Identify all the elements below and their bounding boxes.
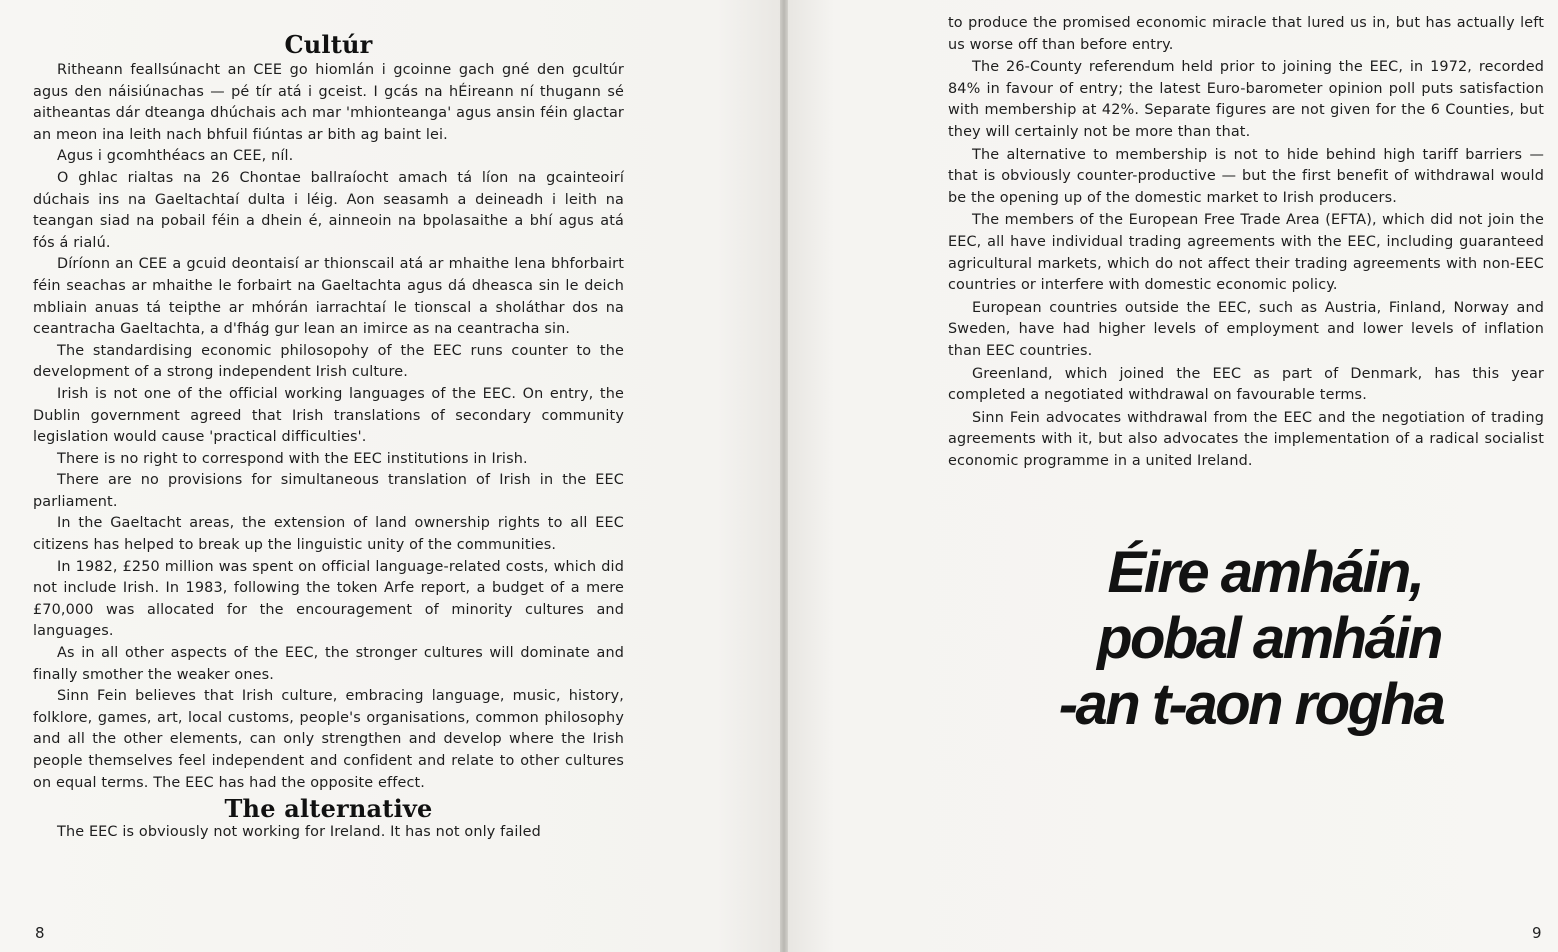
paragraph: Irish is not one of the official working languages of the EEC. On entry, the Dublin government agreed that Irish translations of secondary community legislation would cause 'practical difficulties'.	[33, 385, 624, 446]
slogan-line: Éire amháin,	[1107, 540, 1423, 605]
slogan	[985, 540, 1505, 738]
paragraph: There is no right to correspond with the EEC institutions in Irish.	[57, 450, 528, 467]
paragraph: The members of the European Free Trade Area (EFTA), which did not join the EEC, all have individual trading agreements with the EEC, including guaranteed agricultural markets, which do not affect their trading agreements with non-EEC countries or interfere with domestic economic policy.	[948, 212, 1544, 294]
paragraph: Greenland, which joined the EEC as part of Denmark, has this year completed a negotiated withdrawal on favourable terms.	[948, 365, 1544, 404]
page-number-right: 9	[1532, 924, 1542, 942]
paragraph: Ritheann feallsúnacht an CEE go hiomlán i gcoinne gach gné den gcultúr agus den náisiúnachas — pé tír atá i gceist. I gcás na hÉireann ní thugann sé aitheantas dár dteanga dhúchais ach mar 'mhionteanga' agus ansin féin glactar an meon ina leith nach bhfuil fiúntas ar bith ag baint lei.	[33, 62, 624, 143]
paragraph: There are no provisions for simultaneous translation of Irish in the EEC parliament.	[33, 472, 624, 510]
page-gutter	[780, 0, 788, 952]
heading-cultur: Cultúr	[284, 30, 373, 59]
slogan-line: -an t-aon rogha	[1058, 672, 1444, 737]
paragraph: The standardising economic philosopohy of the EEC runs counter to the development of a strong independent Irish culture.	[33, 342, 624, 381]
paragraph: As in all other aspects of the EEC, the stronger cultures will dominate and finally smother the weaker ones.	[33, 645, 624, 683]
slogan-line: pobal amháin	[1097, 606, 1441, 671]
paragraph: The 26-County referendum held prior to joining the EEC, in 1972, recorded 84% in favour of entry; the latest Euro-barometer opinion poll puts satisfaction with membership at 42%. Separate figures are not given for the 6 Counties, but they will certainly not be more than that.	[948, 59, 1544, 140]
paragraph: The alternative to membership is not to hide behind high tariff barriers — that is obviously counter-productive — but the first benefit of withdrawal would be the opening up of the domestic market to Irish producers.	[948, 146, 1544, 206]
page-number-left: 8	[35, 924, 45, 942]
paragraph: In the Gaeltacht areas, the extension of land ownership rights to all EEC citizens has helped to break up the linguistic unity of the communities.	[33, 515, 624, 554]
right-text-column	[948, 13, 1544, 473]
paragraph: O ghlac rialtas na 26 Chontae ballraíocht amach tá líon na gcainteoirí dúchais ins na Gaeltachtaí dulta i léig. Aon seasamh a deineadh i leith na teangan siad na pobail féin a dhein é, ainneoin na bpolasaithe a bhí agus atá fós á rialú.	[33, 169, 624, 251]
paragraph: The EEC is obviously not working for Ireland. It has not only failed	[57, 824, 541, 841]
paragraph: Díríonn an CEE a gcuid deontaisí ar thionscail atá ar mhaithe lena bhforbairt féin seachas ar mhaithe le forbairt na Gaeltachta agus dá dheasca sin le deich mbliain anuas tá teipthe ar mhórán iarrachtaí le tionscal a sholáthar dos na ceantracha Gaeltachta, a d'fhág gur lean an imirce as na ceantracha sin.	[33, 256, 624, 338]
paragraph: In 1982, £250 million was spent on official language-related costs, which did not include Irish. In 1983, following the token Arfe report, a budget of a mere £70,000 was allocated for the encouragement of minority cultures and languages.	[33, 558, 624, 640]
paragraph: Agus i gcomhthéacs an CEE, níl.	[57, 148, 294, 165]
continuation-paragraph: to produce the promised economic miracle that lured us in, but has actually left us worse off than before entry.	[948, 15, 1544, 53]
paragraph: European countries outside the EEC, such as Austria, Finland, Norway and Sweden, have had higher levels of employment and lower levels of inflation than EEC countries.	[948, 299, 1544, 359]
paragraph: Sinn Fein believes that Irish culture, embracing language, music, history, folklore, games, art, local customs, people's organisations, common philosophy and all the other elements, can only strengthen and develop where the Irish people themselves feel independent and confident and relate to other cultures on equal terms. The EEC has had the opposite effect.	[33, 688, 624, 791]
left-text-column	[33, 30, 624, 844]
paragraph: Sinn Fein advocates withdrawal from the EEC and the negotiation of trading agreements with it, but also advocates the implementation of a radical socialist economic programme in a united Ireland.	[948, 409, 1544, 469]
heading-the-alternative: The alternative	[224, 794, 433, 824]
